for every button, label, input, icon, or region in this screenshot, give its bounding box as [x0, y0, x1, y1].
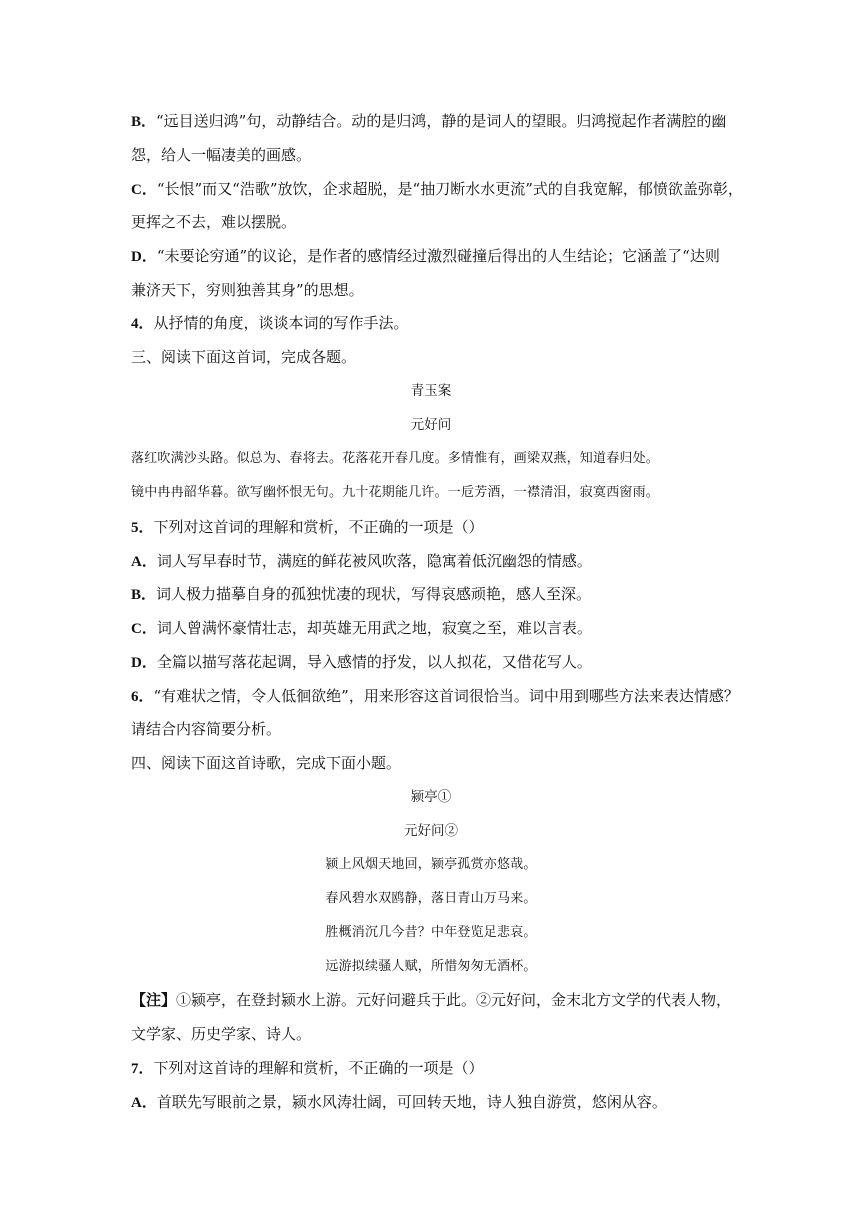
question-3-option-c-line-2 — [131, 212, 296, 232]
question-3-option-b-line-2 — [131, 145, 311, 165]
option-letter: D． — [131, 249, 157, 265]
question-text: 从抒情的角度，谈谈本词的写作手法。 — [153, 314, 409, 332]
question-4 — [131, 313, 409, 334]
question-5-option-c — [131, 618, 592, 639]
annotation-text: 文学家、历史学家、诗人。 — [131, 1025, 312, 1043]
annotation-text: ①颍亭，在登封颍水上游。元好问避兵于此。②元好问，金末北方文学的代表人物， — [176, 991, 732, 1009]
poem-2-line-1: 颍上风烟天地回，颍亭孤赏亦悠哉。 — [325, 857, 537, 872]
poem-1-title: 青玉案 — [410, 383, 452, 399]
option-letter: C． — [131, 182, 157, 198]
option-text: 首联先写眼前之景，颍水风涛壮阔，可回转天地，诗人独自游赏，悠闲从容。 — [156, 1093, 667, 1111]
section-4-heading — [131, 753, 401, 773]
option-text: “远目送归鸿”句，动静结合。动的是归鸿，静的是词人的望眼。归鸿搅起作者满腔的幽 — [156, 112, 727, 130]
option-text: 怨，给人一幅凄美的画感。 — [131, 146, 312, 164]
question-5-option-b — [131, 584, 591, 605]
question-text: “有难状之情，令人低徊欲绝”，用来形容这首词很恰当。词中用到哪些方法来表达情感？ — [153, 687, 739, 705]
option-letter: D． — [131, 655, 157, 671]
section-text: 四、阅读下面这首诗歌，完成下面小题。 — [131, 754, 402, 772]
question-number: 4． — [131, 316, 154, 332]
poem-1-author: 元好问 — [410, 417, 452, 433]
question-5-option-d — [131, 652, 592, 673]
option-text: “长恨”而又“浩歌”放饮，企求超脱，是“抽刀断水水更流”式的自我宽解，郁愤欲盖弥彰， — [156, 180, 743, 198]
option-text: 词人曾满怀豪情壮志，却英雄无用武之地，寂寞之至，难以言表。 — [156, 619, 592, 637]
poem-2-title: 颍亭① — [410, 789, 452, 805]
poem-2-line-3: 胜概消沉几今昔？中年登览足悲哀。 — [325, 925, 537, 940]
option-letter: A． — [131, 1095, 157, 1111]
question-number: 6． — [131, 689, 154, 705]
option-text: 词人极力描摹自身的孤独忧凄的现状，写得哀感顽艳，感人至深。 — [156, 585, 592, 603]
question-3-option-b-line-1 — [131, 111, 726, 132]
section-3-heading — [131, 347, 356, 367]
poem-2-author: 元好问② — [404, 823, 458, 839]
option-letter: B． — [131, 587, 157, 603]
section-text: 三、阅读下面这首词，完成各题。 — [131, 348, 357, 366]
question-5 — [131, 517, 484, 538]
question-number: 5． — [131, 520, 154, 536]
question-text: 下列对这首诗的理解和赏析，不正确的一项是（） — [153, 1059, 484, 1077]
poem-2-line-2: 春风碧水双鸥静，落日青山万马来。 — [325, 891, 537, 906]
question-6-line-1 — [131, 686, 739, 707]
option-text: 词人写早春时节，满庭的鲜花被风吹落，隐寓着低沉幽怨的情感。 — [156, 552, 592, 570]
question-3-option-c-line-1 — [131, 179, 743, 200]
option-letter: B． — [131, 114, 157, 130]
question-text: 下列对这首词的理解和赏析，不正确的一项是（） — [153, 518, 484, 536]
question-7-option-a — [131, 1092, 667, 1113]
option-text: “未要论穷通”的议论，是作者的感情经过激烈碰撞后得出的人生结论；它涵盖了“达则 — [156, 247, 720, 265]
option-text: 更挥之不去，难以摆脱。 — [131, 213, 297, 231]
option-text: 全篇以描写落花起调，导入感情的抒发，以人拟花，又借花写人。 — [156, 653, 592, 671]
option-letter: C． — [131, 621, 157, 637]
question-3-option-d-line-1 — [131, 246, 720, 267]
question-6-line-2 — [131, 719, 281, 739]
poem-1-line-2: 镜中冉冉韶华暮。欲写幽怀恨无句。九十花期能几许。一卮芳酒，一襟清泪，寂寞西窗雨。 — [131, 485, 660, 500]
annotation-line-1 — [131, 990, 731, 1011]
option-letter: A． — [131, 554, 157, 570]
option-text: 兼济天下，穷则独善其身”的思想。 — [131, 281, 364, 299]
question-number: 7． — [131, 1061, 154, 1077]
annotation-label: 【注】 — [131, 993, 177, 1009]
poem-1-line-1: 落红吹满沙头路。似总为、春将去。花落花开春几度。多情惟有，画梁双燕，知道春归处。 — [131, 451, 660, 466]
question-5-option-a — [131, 551, 592, 572]
question-3-option-d-line-2 — [131, 280, 364, 300]
annotation-line-2 — [131, 1024, 311, 1044]
question-7 — [131, 1058, 484, 1079]
question-text: 请结合内容简要分析。 — [131, 720, 282, 738]
poem-2-line-4: 远游拟续骚人赋，所惜匆匆无酒杯。 — [325, 959, 537, 974]
